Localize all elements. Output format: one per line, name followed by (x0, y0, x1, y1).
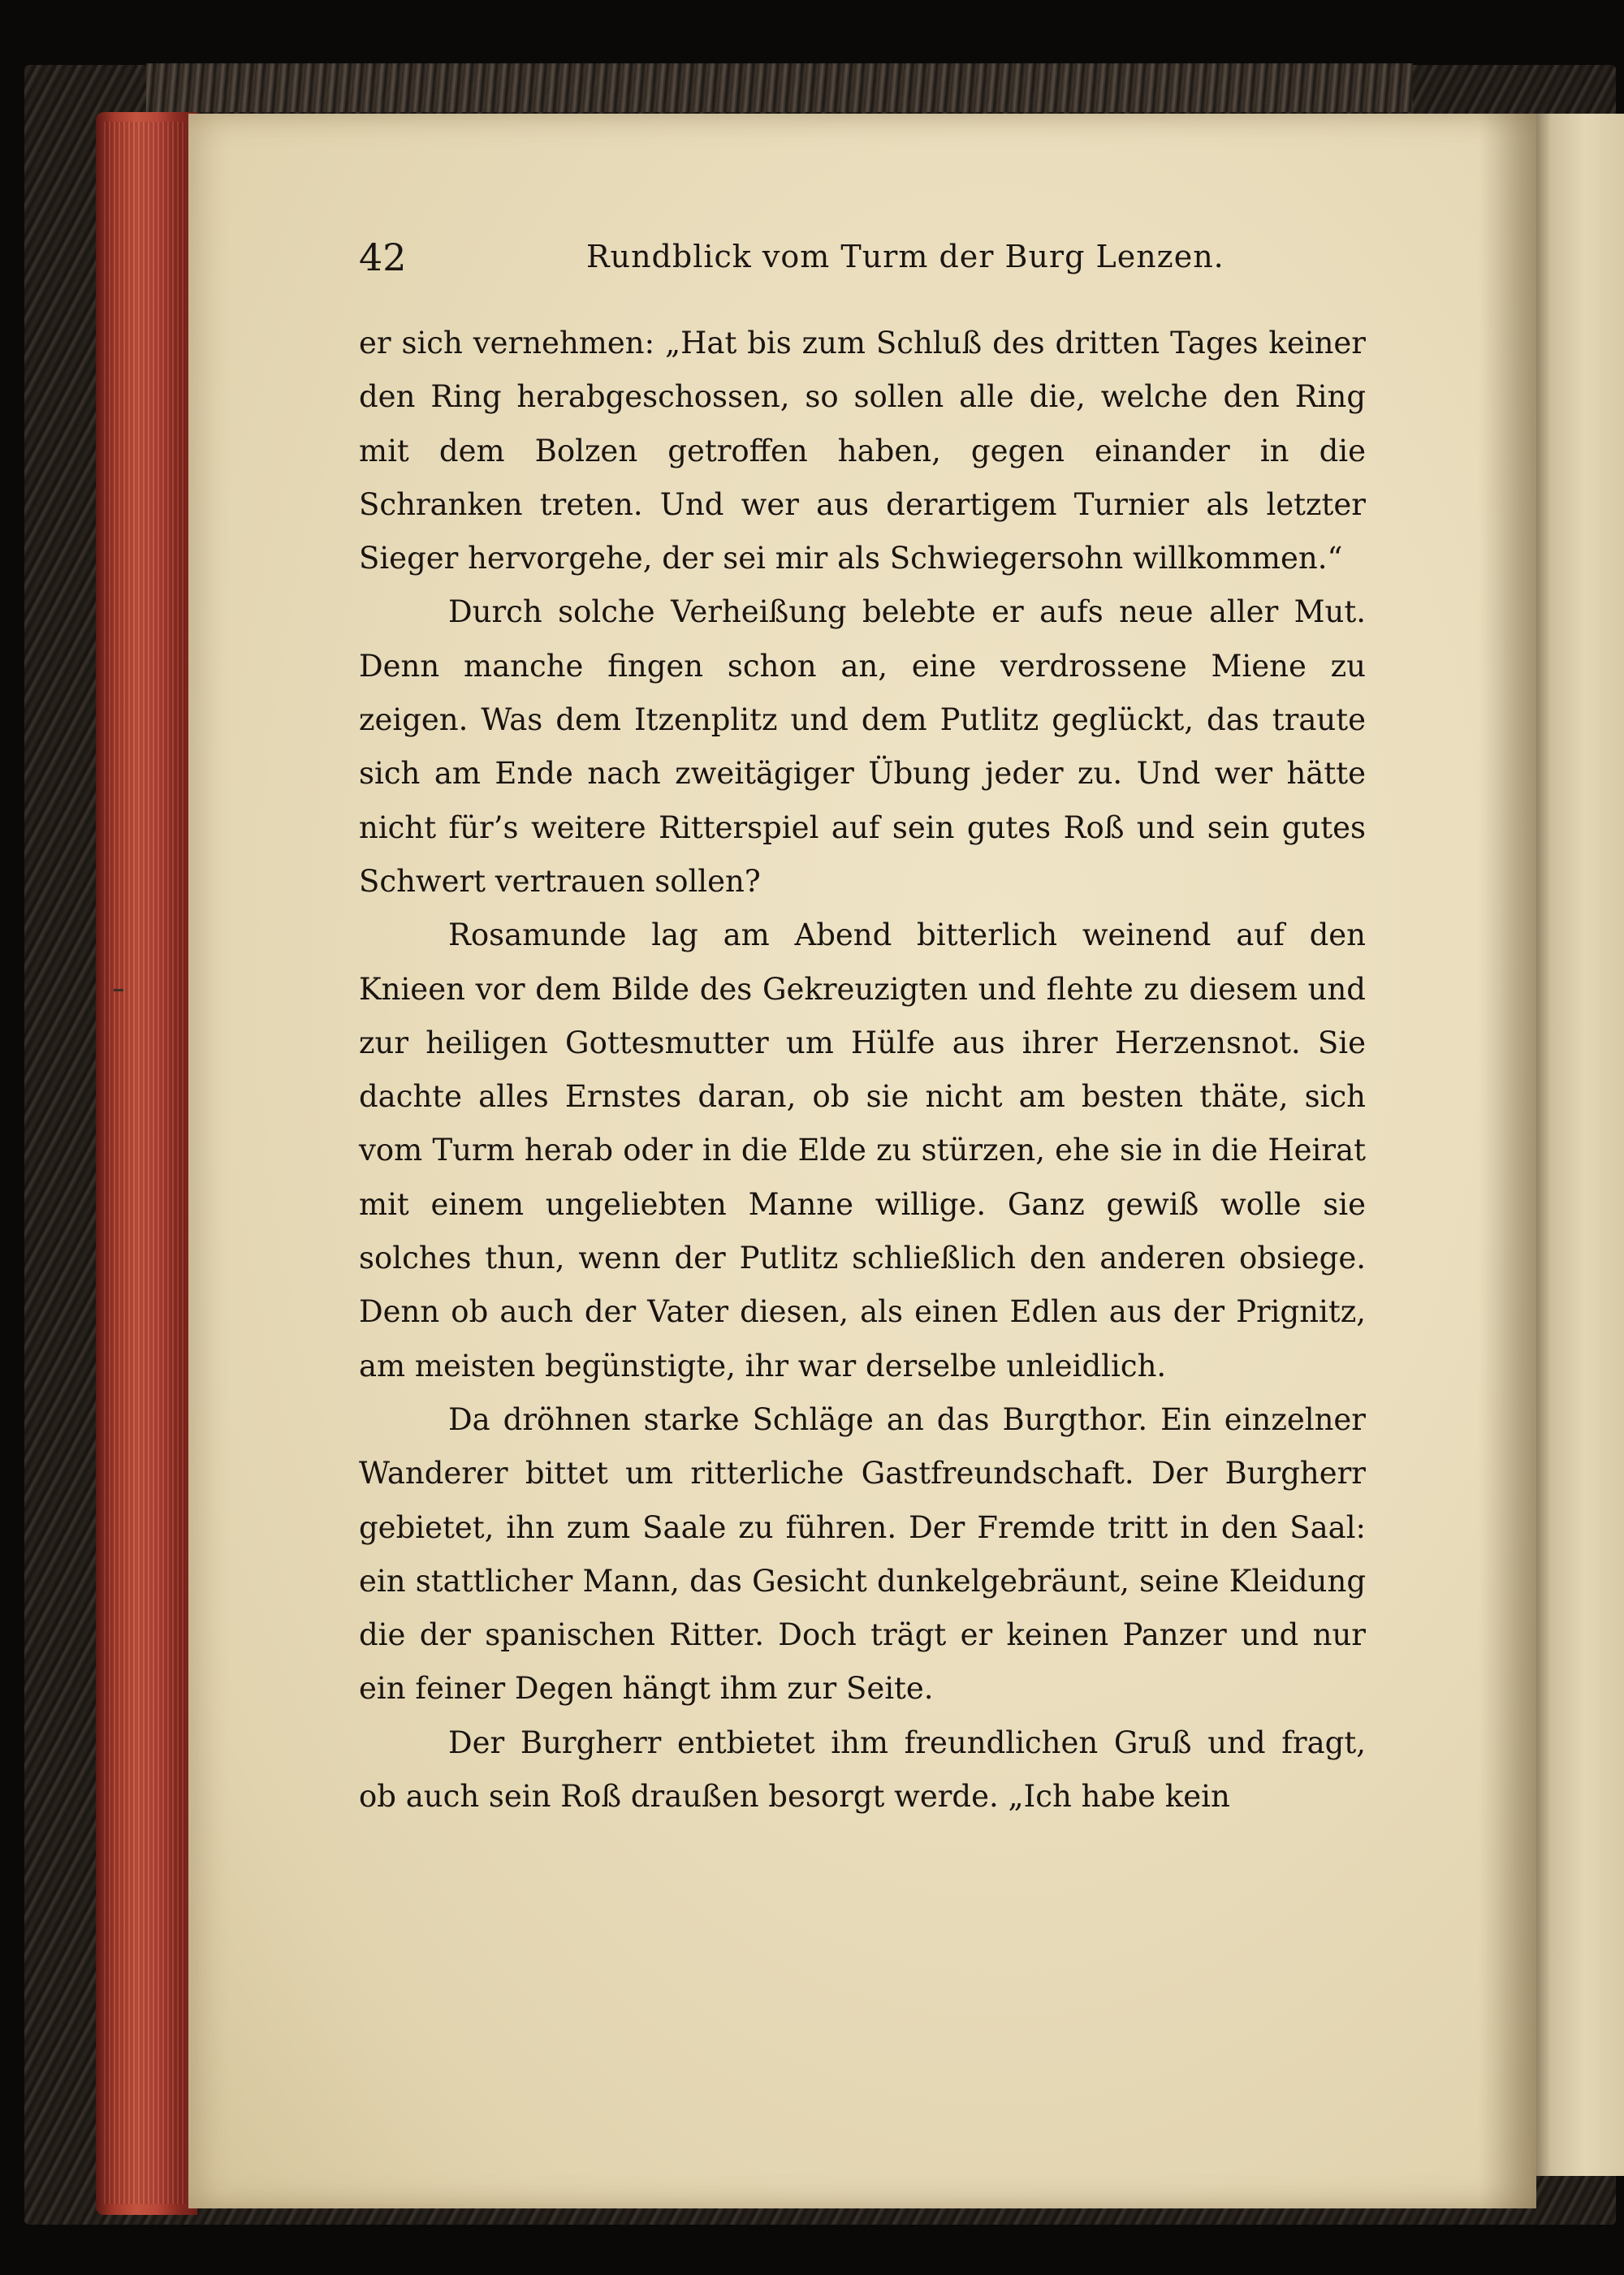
body-text (359, 317, 1366, 1824)
facing-page-edge (1527, 114, 1624, 2176)
page-number: 42 (359, 235, 407, 279)
book-page (188, 114, 1536, 2208)
gutter-shadow (1479, 114, 1536, 2208)
page-header (359, 235, 1366, 284)
running-title: Rundblick vom Turm der Burg Lenzen. (586, 239, 1224, 274)
paragraph-3: Rosamunde lag am Abend bitterlich weinend auf den Knieen vor dem Bilde des Gekreuzigten und flehte zu diesem und zur heiligen Gottesmutter um Hülfe aus ihrer Herzensnot. Sie dachte alles Ernstes daran, ob sie nicht am besten thäte, sich vom Turm herab oder in die Elde zu stürzen, ehe sie in die Heirat mit einem ungeliebten Manne willige. Ganz gewiß wolle sie solches thun, wenn der Putlitz schließlich den anderen obsiege. Denn ob auch der Vater diesen, als einen Edlen aus der Prignitz, am meisten begünstigte, ihr war derselbe unleidlich. (359, 917, 1366, 1384)
page-edge-texture (104, 122, 185, 2204)
paragraph-5: Der Burgherr entbietet ihm freundlichen Gruß und fragt, ob auch sein Roß draußen besorgt werde. „Ich habe kein (359, 1725, 1366, 1815)
margin-mark (114, 989, 123, 991)
paragraph-2: Durch solche Verheißung belebte er aufs neue aller Mut. Denn manche fingen schon an, eine verdrossene Miene zu zeigen. Was dem Itzenplitz und dem Putlitz geglückt, das traute sich am Ende nach zweitägiger Übung jeder zu. Und wer hätte nicht für’s weitere Ritterspiel auf sein gutes Roß und sein gutes Schwert vertrauen sollen? (359, 594, 1366, 899)
paragraph-1: er sich vernehmen: „Hat bis zum Schluß des dritten Tages keiner den Ring herabgeschossen, so sollen alle die, welche den Ring mit dem Bolzen getroffen haben, gegen einander in die Schranken treten. Und wer aus derartigem Turnier als letzter Sieger hervorgehe, der sei mir als Schwiegersohn willkommen.“ (359, 326, 1366, 576)
book-spine-top (146, 63, 1413, 112)
paragraph-4: Da dröhnen starke Schläge an das Burgthor. Ein einzelner Wanderer bittet um ritterliche Gastfreundschaft. Der Burgherr gebietet, ihn zum Saale zu führen. Der Fremde tritt in den Saal: ein stattlicher Mann, das Gesicht dunkelgebräunt, seine Kleidung die der spanischen Ritter. Doch trägt er keinen Panzer und nur ein feiner Degen hängt ihm zur Seite. (359, 1401, 1366, 1707)
